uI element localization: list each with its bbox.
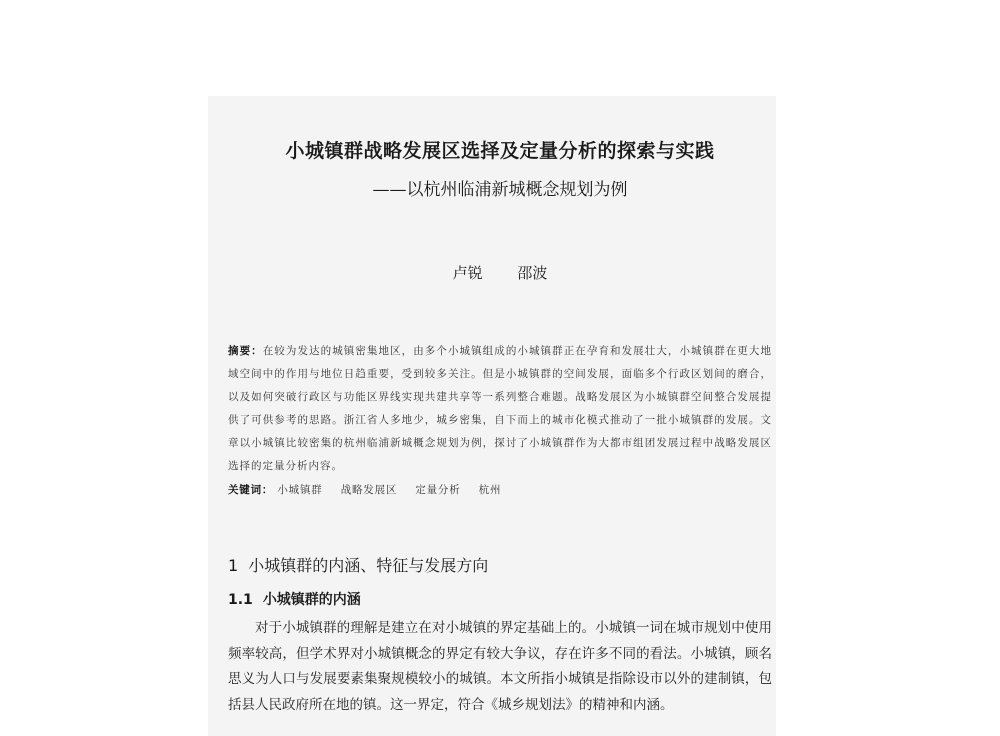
author-list (0, 262, 1000, 283)
subsection-title: 小城镇群的内涵 (262, 592, 361, 608)
subsection-heading (228, 589, 361, 609)
section-heading (228, 553, 488, 576)
subsection-number: 1.1 (228, 592, 253, 608)
paper-subtitle: ——以杭州临浦新城概念规划为例 (372, 180, 628, 200)
author-name: 卢锐 (452, 264, 483, 282)
keywords (228, 482, 515, 497)
keywords-label: 关键词： (228, 484, 274, 496)
abstract-label: 摘要： (228, 345, 263, 357)
keyword: 定量分析 (415, 484, 461, 496)
body-text (228, 616, 772, 718)
keyword: 小城镇群 (277, 484, 323, 496)
author-name: 邵波 (517, 264, 548, 282)
keyword: 战略发展区 (340, 484, 398, 496)
abstract-text: 在较为发达的城镇密集地区，由多个小城镇组成的小城镇群正在孕育和发展壮大，小城镇群在更大地域空间中的作用与地位日趋重要，受到较多关注。但是小城镇群的空间发展，面临多个行政区划间的磨合，以及如何突破行政区与功能区界线实现共建共享等一系列整合难题。战略发展区为小城镇群空间整合发展提供了可供参考的思路。浙江省人多地少，城乡密集，自下而上的城市化模式推动了一批小城镇群的发展。文章以小城镇比较密集的杭州临浦新城概念规划为例，探讨了小城镇群作为大都市组团发展过程中战略发展区选择的定量分析内容。 (228, 345, 773, 472)
body-paragraph: 对于小城镇群的理解是建立在对小城镇的界定基础上的。小城镇一词在城市规划中使用频率较高，但学术界对小城镇概念的界定有较大争议，存在许多不同的看法。小城镇，顾名思义为人口与发展要素集聚规模较小的城镇。本文所指小城镇是指除设市以外的建制镇，包括县人民政府所在地的镇。这一界定，符合《城乡规划法》的精神和内涵。 (228, 620, 772, 713)
section-title: 小城镇群的内涵、特征与发展方向 (248, 556, 489, 575)
keyword: 杭州 (478, 484, 502, 496)
section-number: 1 (228, 556, 239, 575)
abstract (228, 340, 772, 478)
paper-title: 小城镇群战略发展区选择及定量分析的探索与实践 (285, 140, 715, 162)
